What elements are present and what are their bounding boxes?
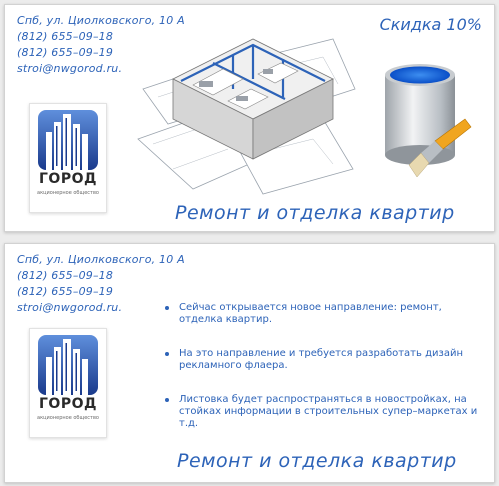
discount-badge: Скидка 10% — [379, 15, 482, 34]
paint-can-brush-icon — [373, 53, 483, 193]
address-text: Спб, ул. Циолковского, 10 А — [17, 14, 185, 27]
bullet-item: Сейчас открывается новое направление: ремонт, отделка квартир. — [163, 302, 483, 326]
back-headline: Ремонт и отделка квартир — [177, 450, 457, 472]
contact-block — [17, 252, 185, 316]
phone-1-text: (812) 655–09–18 — [17, 30, 114, 43]
flyer-back — [4, 243, 495, 483]
email-link[interactable]: stroi@nwgorod.ru. — [17, 62, 123, 75]
company-logo — [29, 103, 107, 213]
logo-subtitle-text: акционерное общество — [37, 415, 99, 421]
bullet-item: Листовка будет распространяться в новостройках, на стойках информации в строительных супер–маркетах и т.д. — [163, 394, 483, 430]
bullet-item: На это направление и требуется разработать дизайн рекламного флаера. — [163, 348, 483, 372]
phone-1-text: (812) 655–09–18 — [17, 269, 114, 282]
phone-2-text: (812) 655–09–19 — [17, 285, 114, 298]
logo-name-text: ГОРОД — [39, 396, 97, 412]
email-link[interactable]: stroi@nwgorod.ru. — [17, 301, 123, 314]
city-buildings-icon — [38, 110, 98, 170]
front-headline: Ремонт и отделка квартир — [175, 202, 455, 224]
city-buildings-icon — [38, 335, 98, 395]
bullet-list — [163, 302, 483, 452]
company-logo — [29, 328, 107, 438]
apartment-blueprint-illustration — [133, 19, 358, 199]
logo-subtitle-text: акционерное общество — [37, 190, 99, 196]
phone-2-text: (812) 655–09–19 — [17, 46, 114, 59]
flyer-front — [4, 4, 495, 232]
address-text: Спб, ул. Циолковского, 10 А — [17, 253, 185, 266]
logo-name-text: ГОРОД — [39, 171, 97, 187]
